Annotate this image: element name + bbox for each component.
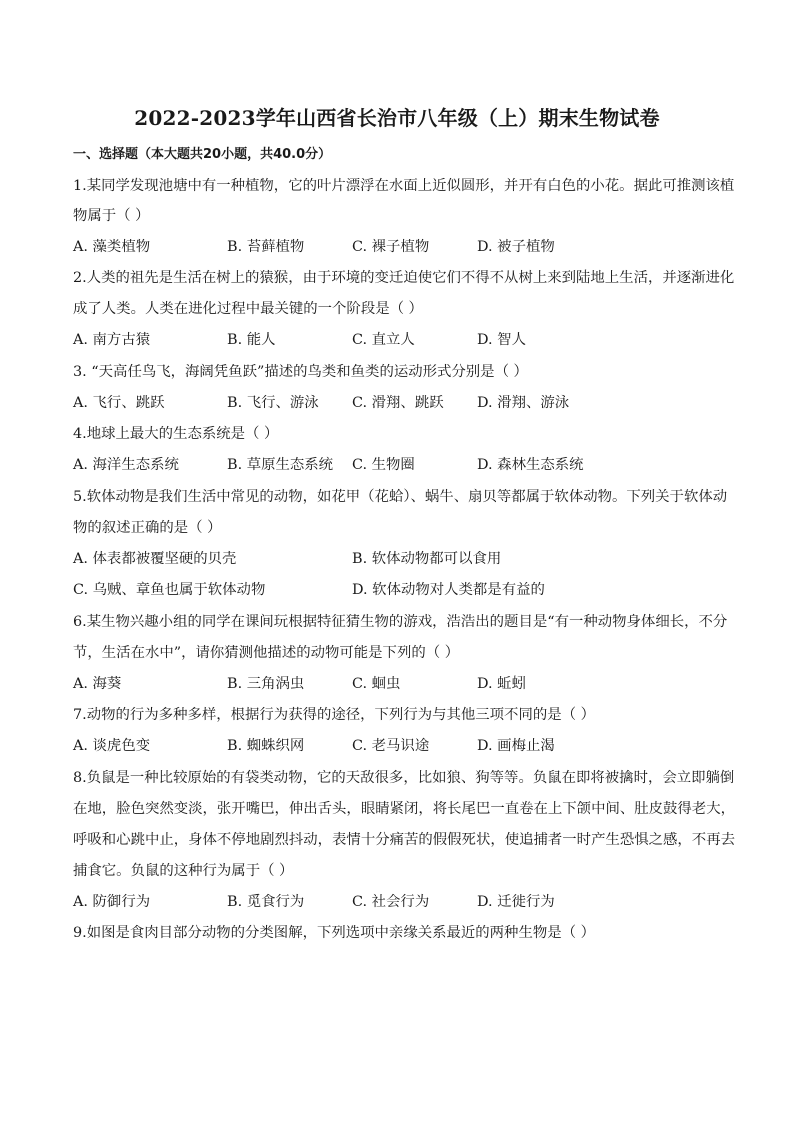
question-7-option-c: C. 老马识途 xyxy=(352,738,430,754)
question-2-text-line-2: 成了人类。人类在进化过程中最关键的一个阶段是（ ） xyxy=(73,301,423,317)
question-4-option-d: D. 森林生态系统 xyxy=(477,457,584,473)
question-2-option-a: A. 南方古猿 xyxy=(73,332,151,348)
question-1-text-line-1: 1.某同学发现池塘中有一种植物，它的叶片漂浮在水面上近似圆形，并开有白色的小花。据此可推测该植 xyxy=(73,178,735,194)
question-1-option-a: A. 藻类植物 xyxy=(73,239,151,255)
question-5-text-line-2: 物的叙述正确的是（ ） xyxy=(73,520,222,536)
page-title: 2022-2023学年山西省长治市八年级（上）期末生物试卷 xyxy=(134,106,660,130)
question-8-text-line-3: 呼吸和心跳中止，身体不停地剧烈抖动，表情十分痛苦的假假死状，使追捕者一时产生恐惧之感，不再去 xyxy=(73,832,735,848)
question-8-option-b: B. 觅食行为 xyxy=(227,894,305,910)
question-5-text-line-1: 5.软体动物是我们生活中常见的动物，如花甲（花蛤）、蜗牛、扇贝等都属于软体动物。下列关于软体动 xyxy=(73,489,728,505)
question-3-option-d: D. 滑翔、游泳 xyxy=(477,395,570,411)
question-4-option-a: A. 海洋生态系统 xyxy=(73,457,179,473)
question-7-option-a: A. 谈虎色变 xyxy=(73,738,151,754)
question-8-text-line-2: 在地，脸色突然变淡，张开嘴巴，伸出舌头，眼睛紧闭，将长尾巴一直卷在上下颌中间、肚皮鼓得老大， xyxy=(73,801,735,817)
question-1-option-c: C. 裸子植物 xyxy=(352,239,430,255)
question-7-option-b: B. 蜘蛛织网 xyxy=(227,738,305,754)
question-3-option-c: C. 滑翔、跳跃 xyxy=(352,395,444,411)
question-4-option-b: B. 草原生态系统 xyxy=(227,457,334,473)
question-4-text-line-1: 4.地球上最大的生态系统是（ ） xyxy=(73,426,279,442)
question-6-text-line-1: 6.某生物兴趣小组的同学在课间玩根据特征猜生物的游戏，浩浩出的题目是“有一种动物身体细长，不分 xyxy=(73,614,728,630)
section-heading: 一、选择题（本大题共20小题，共40.0分） xyxy=(73,147,332,162)
question-5-option-c: C. 乌贼、章鱼也属于软体动物 xyxy=(73,582,266,598)
question-6-text-line-2: 节，生活在水中”，请你猜测他描述的动物可能是下列的（ ） xyxy=(73,645,460,661)
question-6-option-b: B. 三角涡虫 xyxy=(227,676,305,692)
question-6-option-a: A. 海葵 xyxy=(73,676,122,692)
question-1-text-line-2: 物属于（ ） xyxy=(73,208,150,224)
question-3-option-a: A. 飞行、跳跃 xyxy=(73,395,165,411)
question-3-option-b: B. 飞行、游泳 xyxy=(227,395,319,411)
question-8-text-line-4: 捕食它。负鼠的这种行为属于（ ） xyxy=(73,863,294,879)
question-7-option-d: D. 画梅止渴 xyxy=(477,738,555,754)
question-1-option-b: B. 苔藓植物 xyxy=(227,239,305,255)
question-8-text-line-1: 8.负鼠是一种比较原始的有袋类动物，它的天敌很多，比如狼、狗等等。负鼠在即将被擒时，会立即躺倒 xyxy=(73,770,735,786)
question-5-option-b: B. 软体动物都可以食用 xyxy=(352,551,502,567)
question-6-option-c: C. 蛔虫 xyxy=(352,676,401,692)
question-8-option-c: C. 社会行为 xyxy=(352,894,430,910)
question-5-option-d: D. 软体动物对人类都是有益的 xyxy=(352,582,545,598)
question-6-option-d: D. 蚯蚓 xyxy=(477,676,526,692)
question-1-option-d: D. 被子植物 xyxy=(477,239,555,255)
question-2-option-d: D. 智人 xyxy=(477,332,526,348)
question-8-option-a: A. 防御行为 xyxy=(73,894,151,910)
question-5-option-a: A. 体表都被覆坚硬的贝壳 xyxy=(73,551,237,567)
question-2-option-c: C. 直立人 xyxy=(352,332,415,348)
question-7-text-line-1: 7.动物的行为多种多样，根据行为获得的途径，下列行为与其他三项不同的是（ ） xyxy=(73,707,595,723)
question-8-option-d: D. 迁徙行为 xyxy=(477,894,555,910)
question-2-text-line-1: 2.人类的祖先是生活在树上的猿猴，由于环境的变迁迫使它们不得不从树上来到陆地上生活，并逐渐进化 xyxy=(73,270,735,286)
question-4-option-c: C. 生物圈 xyxy=(352,457,415,473)
question-9-text-line-1: 9.如图是食肉目部分动物的分类图解，下列选项中亲缘关系最近的两种生物是（ ） xyxy=(73,925,595,941)
question-2-option-b: B. 能人 xyxy=(227,332,276,348)
question-3-text-line-1: 3. “天高任鸟飞，海阔凭鱼跃”描述的鸟类和鱼类的运动形式分别是（ ） xyxy=(73,364,528,380)
